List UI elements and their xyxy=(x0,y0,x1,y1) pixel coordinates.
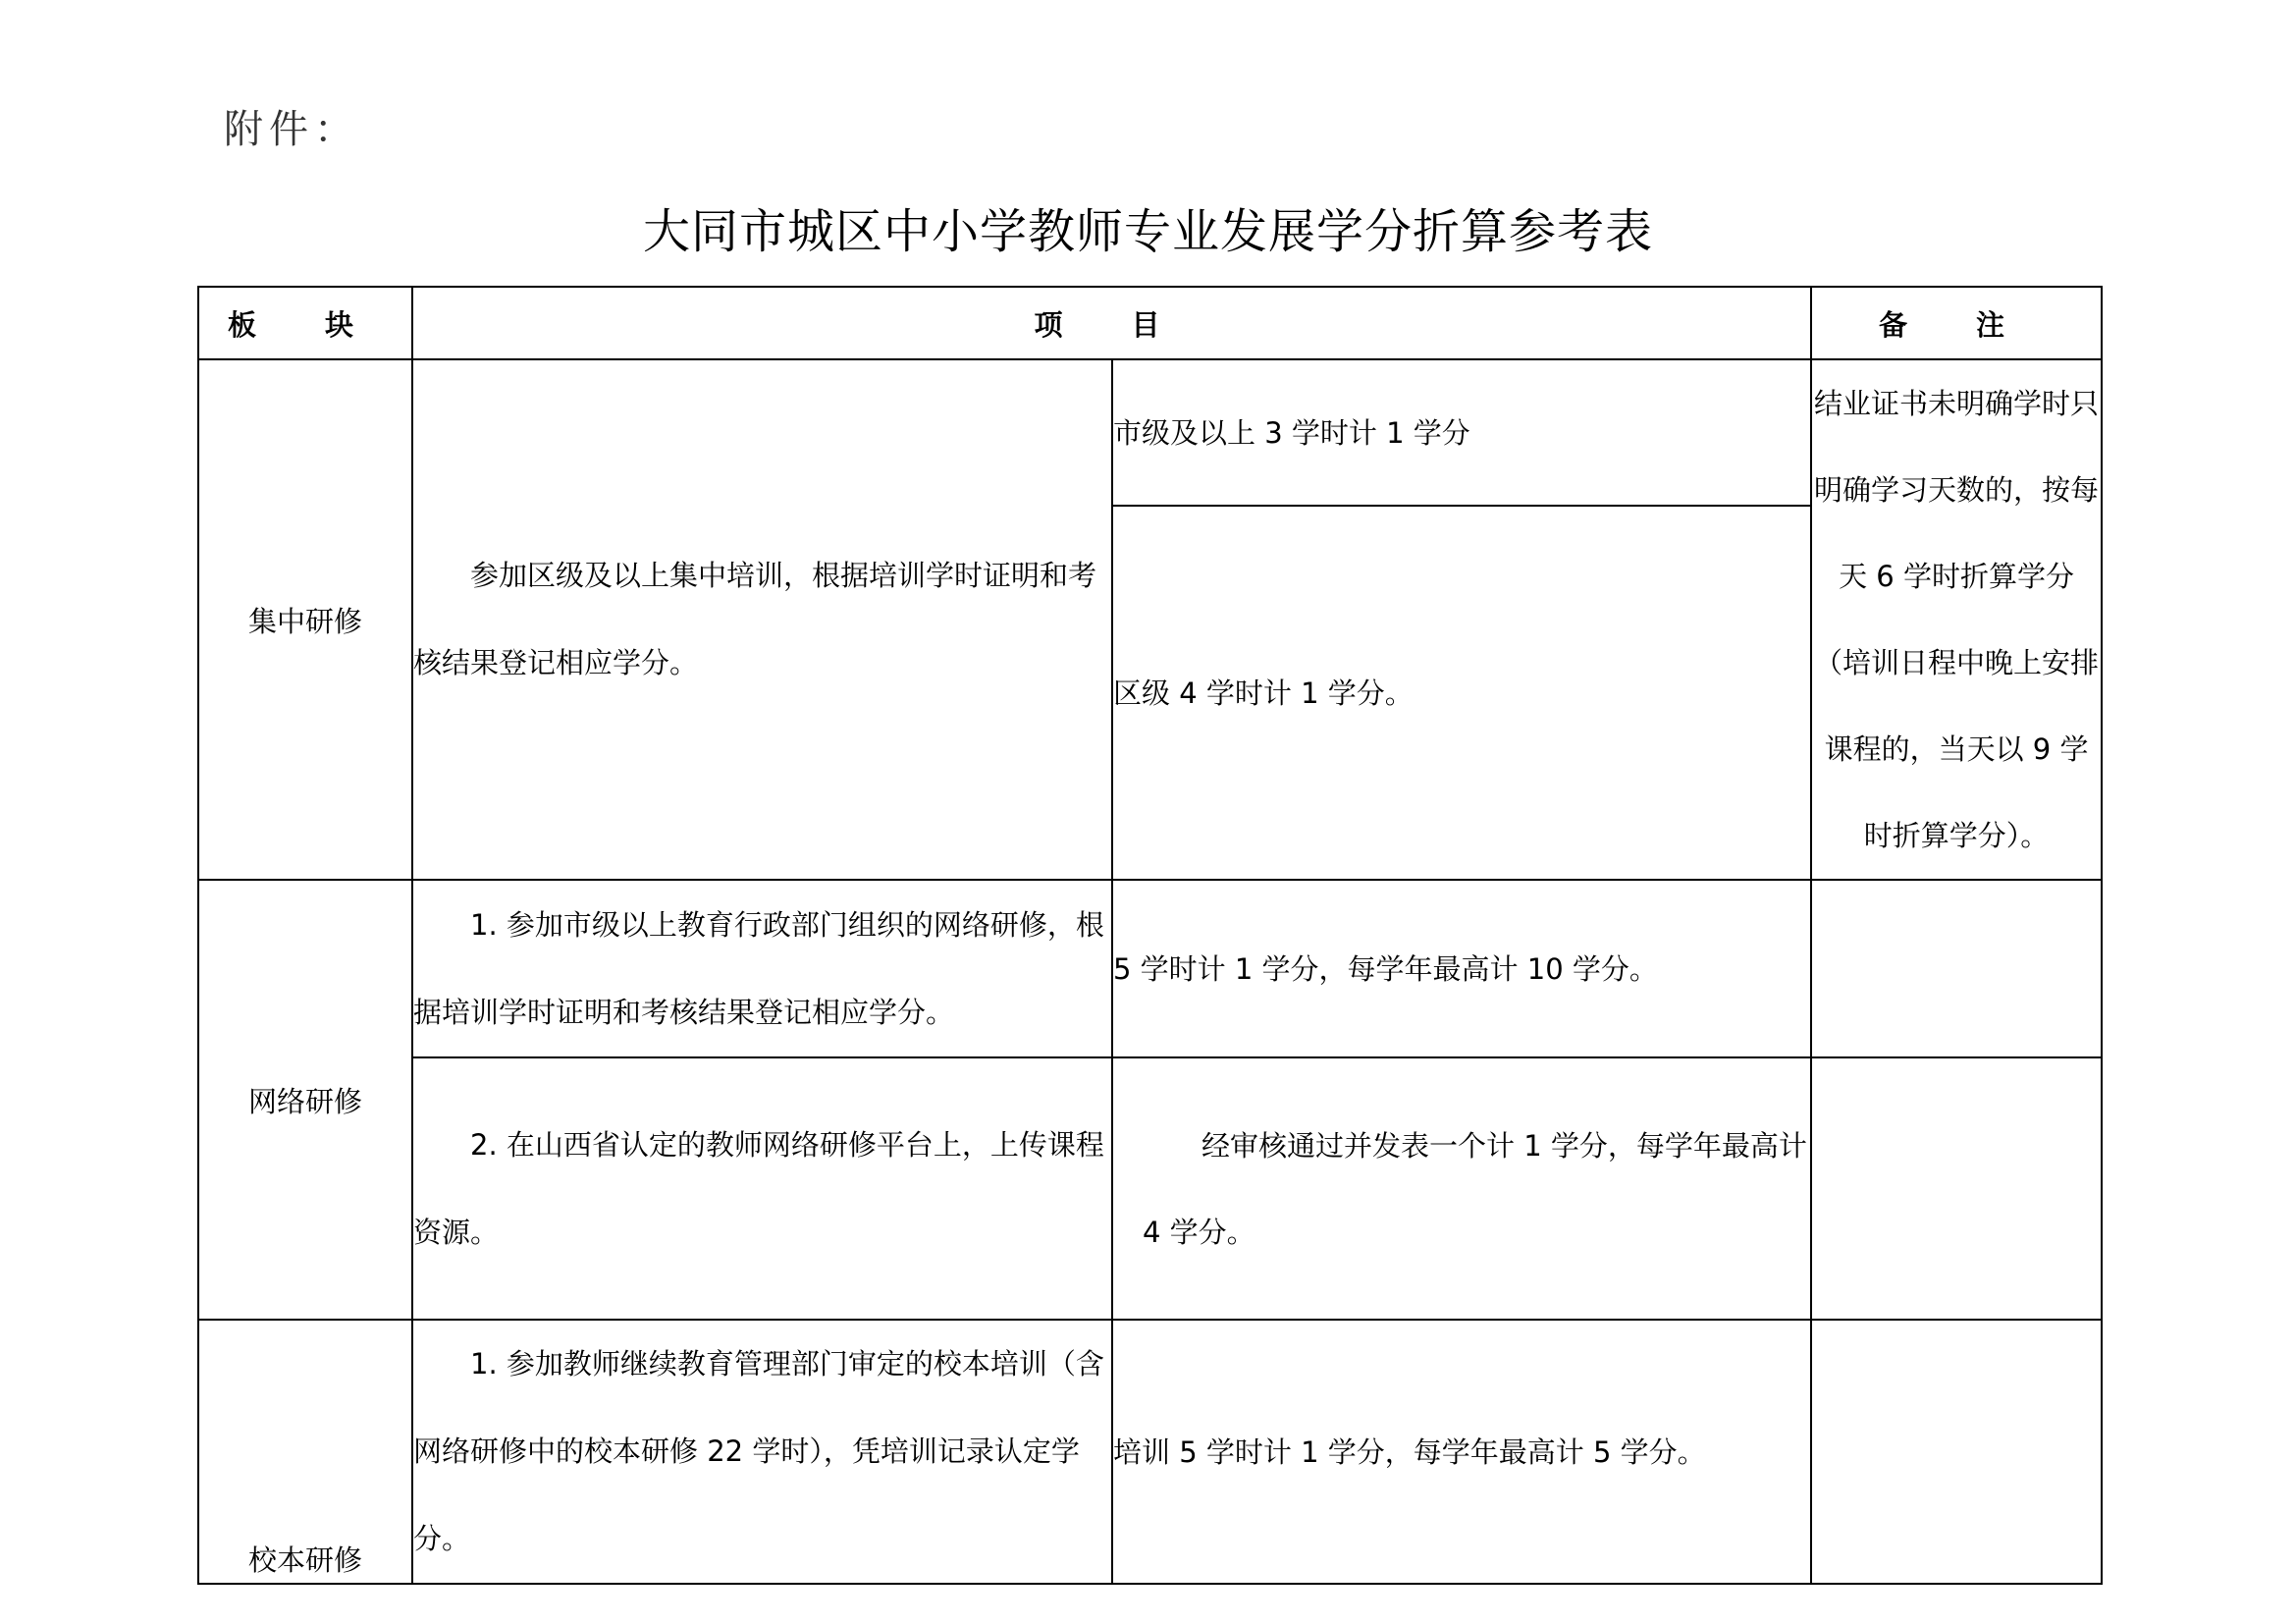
rule-cell xyxy=(1112,1057,1811,1320)
table-row xyxy=(198,880,2102,1057)
item-description xyxy=(412,359,1112,880)
note-cell: 结业证书未明确学时只明确学习天数的，按每天 6 学时折算学分（培训日程中晚上安排课程的，当天以 9 学时折算学分）。 xyxy=(1811,359,2102,880)
note-cell xyxy=(1811,1320,2102,1584)
item-description xyxy=(412,880,1112,1057)
section-name: 网络研修 xyxy=(198,880,412,1320)
item-description xyxy=(412,1057,1112,1320)
rule-cell: 市级及以上 3 学时计 1 学分 xyxy=(1112,359,1811,506)
item-description xyxy=(412,1320,1112,1584)
credit-conversion-table xyxy=(197,286,2103,1585)
header-section: 板 块 xyxy=(198,287,412,359)
note-cell xyxy=(1811,880,2102,1057)
item-description-text: 参加区级及以上集中培训，根据培训学时证明和考核结果登记相应学分。 xyxy=(413,559,1097,679)
rule-cell: 培训 5 学时计 1 学分，每学年最高计 5 学分。 xyxy=(1112,1320,1811,1584)
rule-cell: 区级 4 学时计 1 学分。 xyxy=(1112,506,1811,880)
table-row xyxy=(198,1320,2102,1584)
section-name: 校本研修 xyxy=(198,1320,412,1584)
note-cell xyxy=(1811,1057,2102,1320)
header-item: 项 目 xyxy=(412,287,1811,359)
table-header-row xyxy=(198,287,2102,359)
rule-cell: 5 学时计 1 学分，每学年最高计 10 学分。 xyxy=(1112,880,1811,1057)
item-description-text: 1. 参加教师继续教育管理部门审定的校本培训（含网络研修中的校本研修 22 学时），凭培训记录认定学分。 xyxy=(413,1347,1104,1555)
attachment-label: 附件： xyxy=(224,107,359,152)
section-name: 集中研修 xyxy=(198,359,412,880)
rule-text: 经审核通过并发表一个计 1 学分，每学年最高计 4 学分。 xyxy=(1143,1128,1807,1249)
table-row xyxy=(198,359,2102,506)
document-title: 大同市城区中小学教师专业发展学分折算参考表 xyxy=(642,204,1653,259)
header-note: 备 注 xyxy=(1811,287,2102,359)
item-description-text: 2. 在山西省认定的教师网络研修平台上，上传课程资源。 xyxy=(413,1127,1104,1249)
item-description-text: 1. 参加市级以上教育行政部门组织的网络研修，根据培训学时证明和考核结果登记相应学分。 xyxy=(413,907,1104,1029)
table-row xyxy=(198,1057,2102,1320)
